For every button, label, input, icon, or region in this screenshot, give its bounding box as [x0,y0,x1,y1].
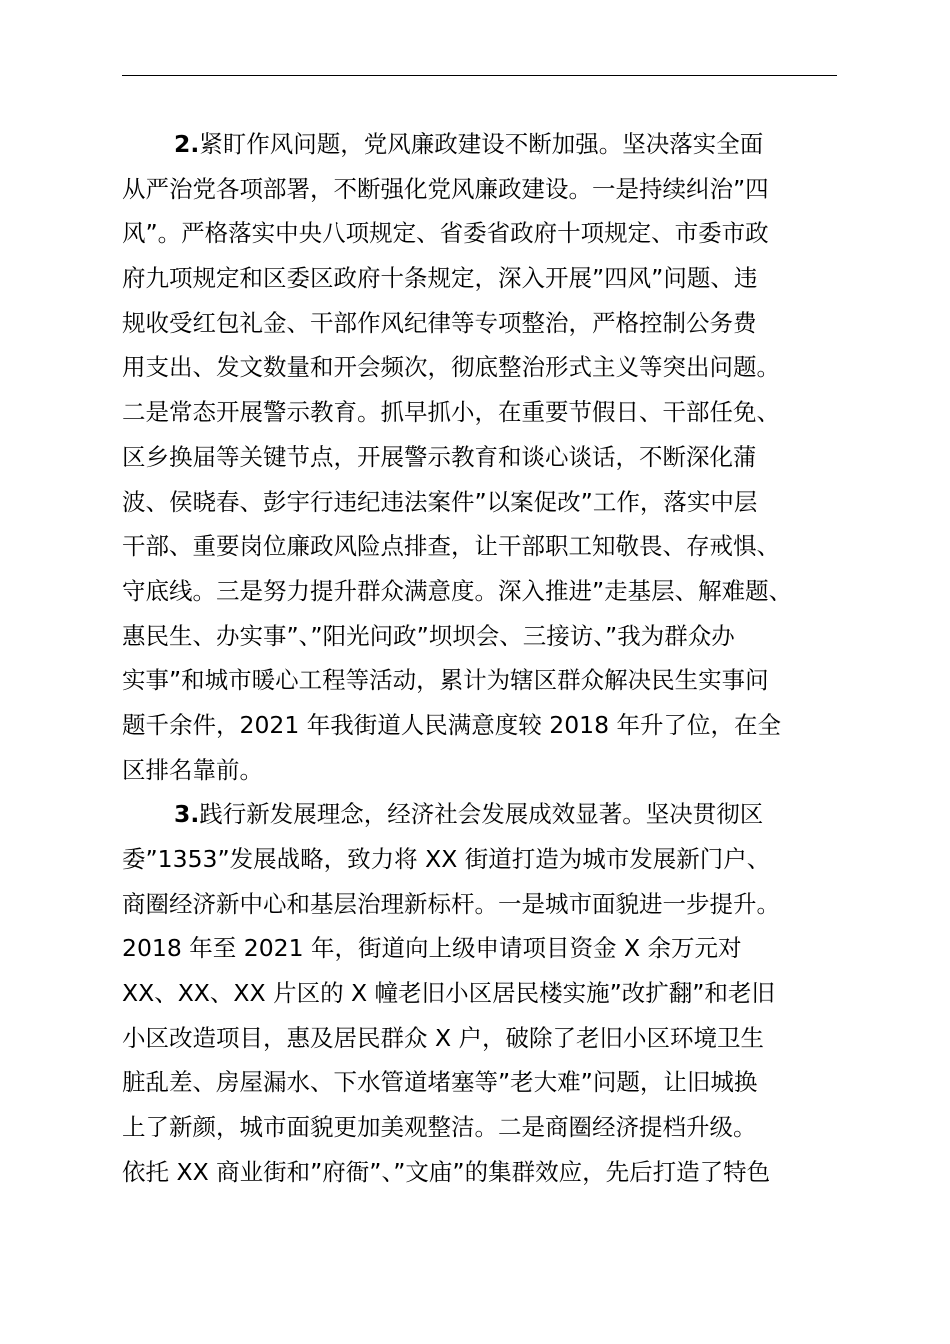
paragraph-2-line-11: 守底线。三是努力提升群众满意度。深入推进”走基层、解难题、 [122,576,793,605]
paragraph-2-line-15: 区排名靠前。 [122,755,263,784]
paragraph-2-line-2: 从严治党各项部署，不断强化党风廉政建设。一是持续纠治”四 [122,174,769,203]
paragraph-3-line-1 [122,792,847,837]
paragraph-2-line-10: 干部、重要岗位廉政风险点排查，让干部职工知敬畏、存戒惧、 [122,532,780,561]
paragraph-3-line-4: 2018 年至 2021 年，街道向上级申请项目资金 X 余万元对 [122,934,742,963]
paragraph-2-line-7: 二是常态开展警示教育。抓早抓小，在重要节假日、干部任免、 [122,398,780,427]
paragraph-3-line-7: 脏乱差、房屋漏水、下水管道堵塞等”老大难”问题，让旧城换 [122,1068,758,1097]
paragraph-3-line-8: 上了新颜，城市面貌更加美观整洁。二是商圈经济提档升级。 [122,1113,757,1142]
paragraph-2-line-5: 规收受红包礼金、干部作风纪律等专项整治，严格控制公务费 [122,308,757,337]
paragraph-2-number: 2. [174,130,200,158]
paragraph-2-line-4: 府九项规定和区委区政府十条规定，深入开展”四风”问题、违 [122,264,758,293]
paragraph-2-line-13: 实事”和城市暖心工程等活动，累计为辖区群众解决民生实事问 [122,666,769,695]
paragraph-2-line-1 [122,122,847,167]
paragraph-2-line-9: 波、侯晓春、彭宇行违纪违法案件”以案促改”工作，落实中层 [122,487,758,516]
paragraph-2-line-1-text: 紧盯作风问题，党风廉政建设不断加强。坚决落实全面 [199,130,764,158]
paragraph-3-number: 3. [174,800,200,829]
paragraph-2-line-3: 风”。严格落实中央八项规定、省委省政府十项规定、市委市政 [122,219,769,248]
paragraph-3-line-5: XX、XX、XX 片区的 X 幢老旧小区居民楼实施”改扩翻”和老旧 [122,979,775,1008]
paragraph-2-line-12: 惠民生、办实事”、”阳光问政”坝坝会、三接访、”我为群众办 [122,621,735,650]
paragraph-3-line-9: 依托 XX 商业街和”府衙”、”文庙”的集群效应，先后打造了特色 [122,1157,771,1186]
header-rule [122,75,837,76]
paragraph-2-line-6: 用支出、发文数量和开会频次，彻底整治形式主义等突出问题。 [122,353,780,382]
paragraph-3-line-6: 小区改造项目，惠及居民群众 X 户，破除了老旧小区环境卫生 [122,1023,765,1052]
paragraph-2-line-14: 题千余件，2021 年我街道人民满意度较 2018 年升了位，在全 [122,710,782,739]
paragraph-3-line-2: 委”1353”发展战略，致力将 XX 街道打造为城市发展新门户、 [122,845,771,873]
paragraph-2-line-8: 区乡换届等关键节点，开展警示教育和谈心谈话，不断深化蒲 [122,442,757,471]
document-body [122,122,847,1195]
paragraph-3-line-3: 商圈经济新中心和基层治理新标杆。一是城市面貌进一步提升。 [122,889,780,918]
paragraph-3-line-1-text: 践行新发展理念，经济社会发展成效显著。坚决贯彻区 [199,800,764,829]
